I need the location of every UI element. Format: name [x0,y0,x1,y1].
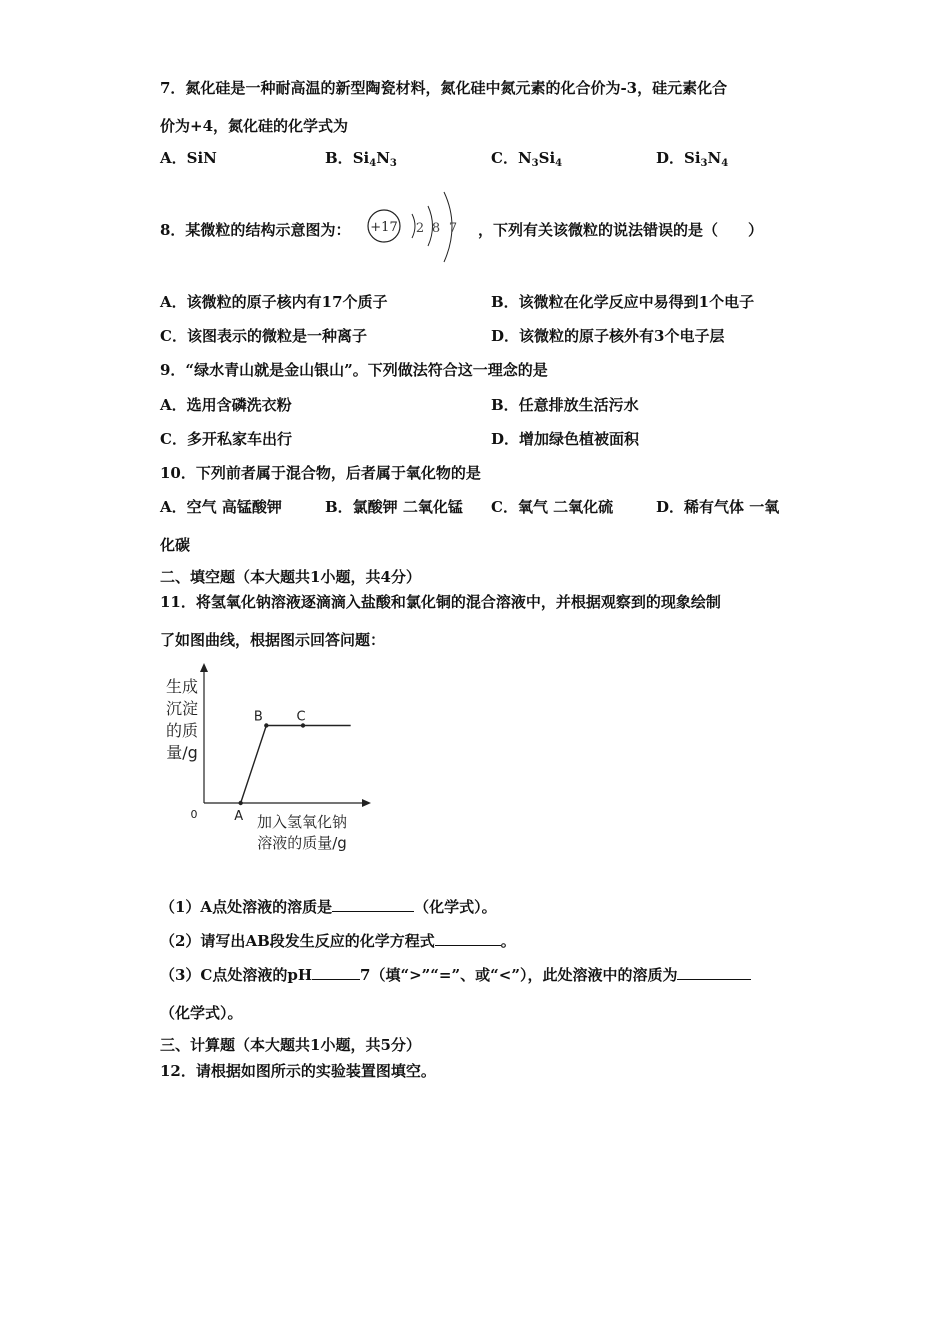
y-axis-label-line: 沉淀 [165,699,199,718]
q11-sub1: （1）A点处溶液的溶质是 （化学式）。 [160,898,497,916]
q11-sub3-ph-blank[interactable] [312,965,360,980]
q11-sub3-wrap: （化学式）。 [160,1004,243,1022]
q7-option-b: B．$Si_4N_3$ [325,149,397,169]
y-axis-label-line: 量/g [166,743,198,762]
q9-option-d: D．增加绿色植被面积 [491,430,640,448]
point-label-c: C [296,709,306,725]
shell-2-count: 8 [431,221,441,236]
q10-option-d: D．稀有气体 一氧 [656,498,780,516]
shell-3-count: 7 [448,221,458,236]
point-a [238,801,242,805]
q10-option-c: C．氧气 二氧化硫 [491,498,614,516]
q11-sub2-blank[interactable] [435,931,501,946]
q7-stem-line2: 价为+4，氮化硅的化学式为 [160,117,349,135]
q11-sub3: （3）C点处溶液的pH 7（填“>”“=”、或“<”），此处溶液中的溶质为 [160,965,751,985]
q11-sub3-solute-blank[interactable] [677,965,751,980]
shell-1-count: 2 [415,221,425,236]
precipitate-mass-graph [158,660,373,860]
curve-line [241,726,351,804]
x-axis-label [257,813,347,852]
q12-stem: 12．请根据如图所示的实验装置图填空。 [160,1062,436,1080]
y-axis-label-line: 生成 [165,677,199,696]
section-3-heading: 三、计算题（本大题共1小题，共5分） [160,1036,421,1054]
q9-stem: 9．“绿水青山就是金山银山”。下列做法符合这一理念的是 [160,361,548,379]
q8-stem-suffix: ，下列有关该微粒的说法错误的是（ ） [478,221,764,239]
atom-structure-diagram [364,182,474,274]
x-axis-label-line: 溶液的质量/g [257,834,347,852]
q10-option-d-wrap: 化碳 [160,536,191,554]
y-axis-label-line: 的质 [165,721,199,740]
origin-label: 0 [190,808,198,821]
q11-stem-line1: 11．将氢氧化钠溶液逐滴滴入盐酸和氯化铜的混合溶液中，并根据观察到的现象绘制 [160,593,721,611]
q8-option-c: C．该图表示的微粒是一种离子 [160,327,367,345]
nucleus-label: +17 [370,220,398,235]
y-axis-label [166,677,198,762]
x-axis-arrow [362,799,371,807]
point-label-a: A [234,809,244,824]
q8-option-d: D．该微粒的原子核外有3个电子层 [491,327,725,345]
section-2-heading: 二、填空题（本大题共1小题，共4分） [160,568,421,586]
q9-option-b: B．任意排放生活污水 [491,396,639,414]
q9-option-c: C．多开私家车出行 [160,430,292,448]
q7-option-d: D．$Si_3N_4$ [656,149,729,169]
q8-stem-prefix: 8．某微粒的结构示意图为： [160,221,351,239]
point-label-b: B [253,709,263,725]
q9-option-a: A．选用含磷洗衣粉 [160,396,292,414]
q8-option-a: A．该微粒的原子核内有17个质子 [160,293,388,311]
q10-option-a: A．空气 高锰酸钾 [160,498,282,516]
q7-stem-line1: 7．氮化硅是一种耐高温的新型陶瓷材料，氮化硅中氮元素的化合价为-3，硅元素化合 [160,79,728,97]
q7-option-a: A．SiN [160,149,217,167]
q7-option-c: C．$N_3Si_4$ [491,149,563,169]
y-axis-arrow [200,663,208,672]
q8-option-b: B．该微粒在化学反应中易得到1个电子 [491,293,755,311]
q11-stem-line2: 了如图曲线，根据图示回答问题： [160,631,386,649]
q10-stem: 10．下列前者属于混合物，后者属于氧化物的是 [160,464,481,482]
q11-sub2: （2）请写出AB段发生反应的化学方程式 。 [160,932,516,950]
q10-option-b: B．氯酸钾 二氧化锰 [325,498,463,516]
x-axis-label-line: 加入氢氧化钠 [256,813,348,831]
q11-sub1-blank[interactable] [332,897,414,912]
point-b [264,723,268,727]
curve-points [234,710,305,825]
